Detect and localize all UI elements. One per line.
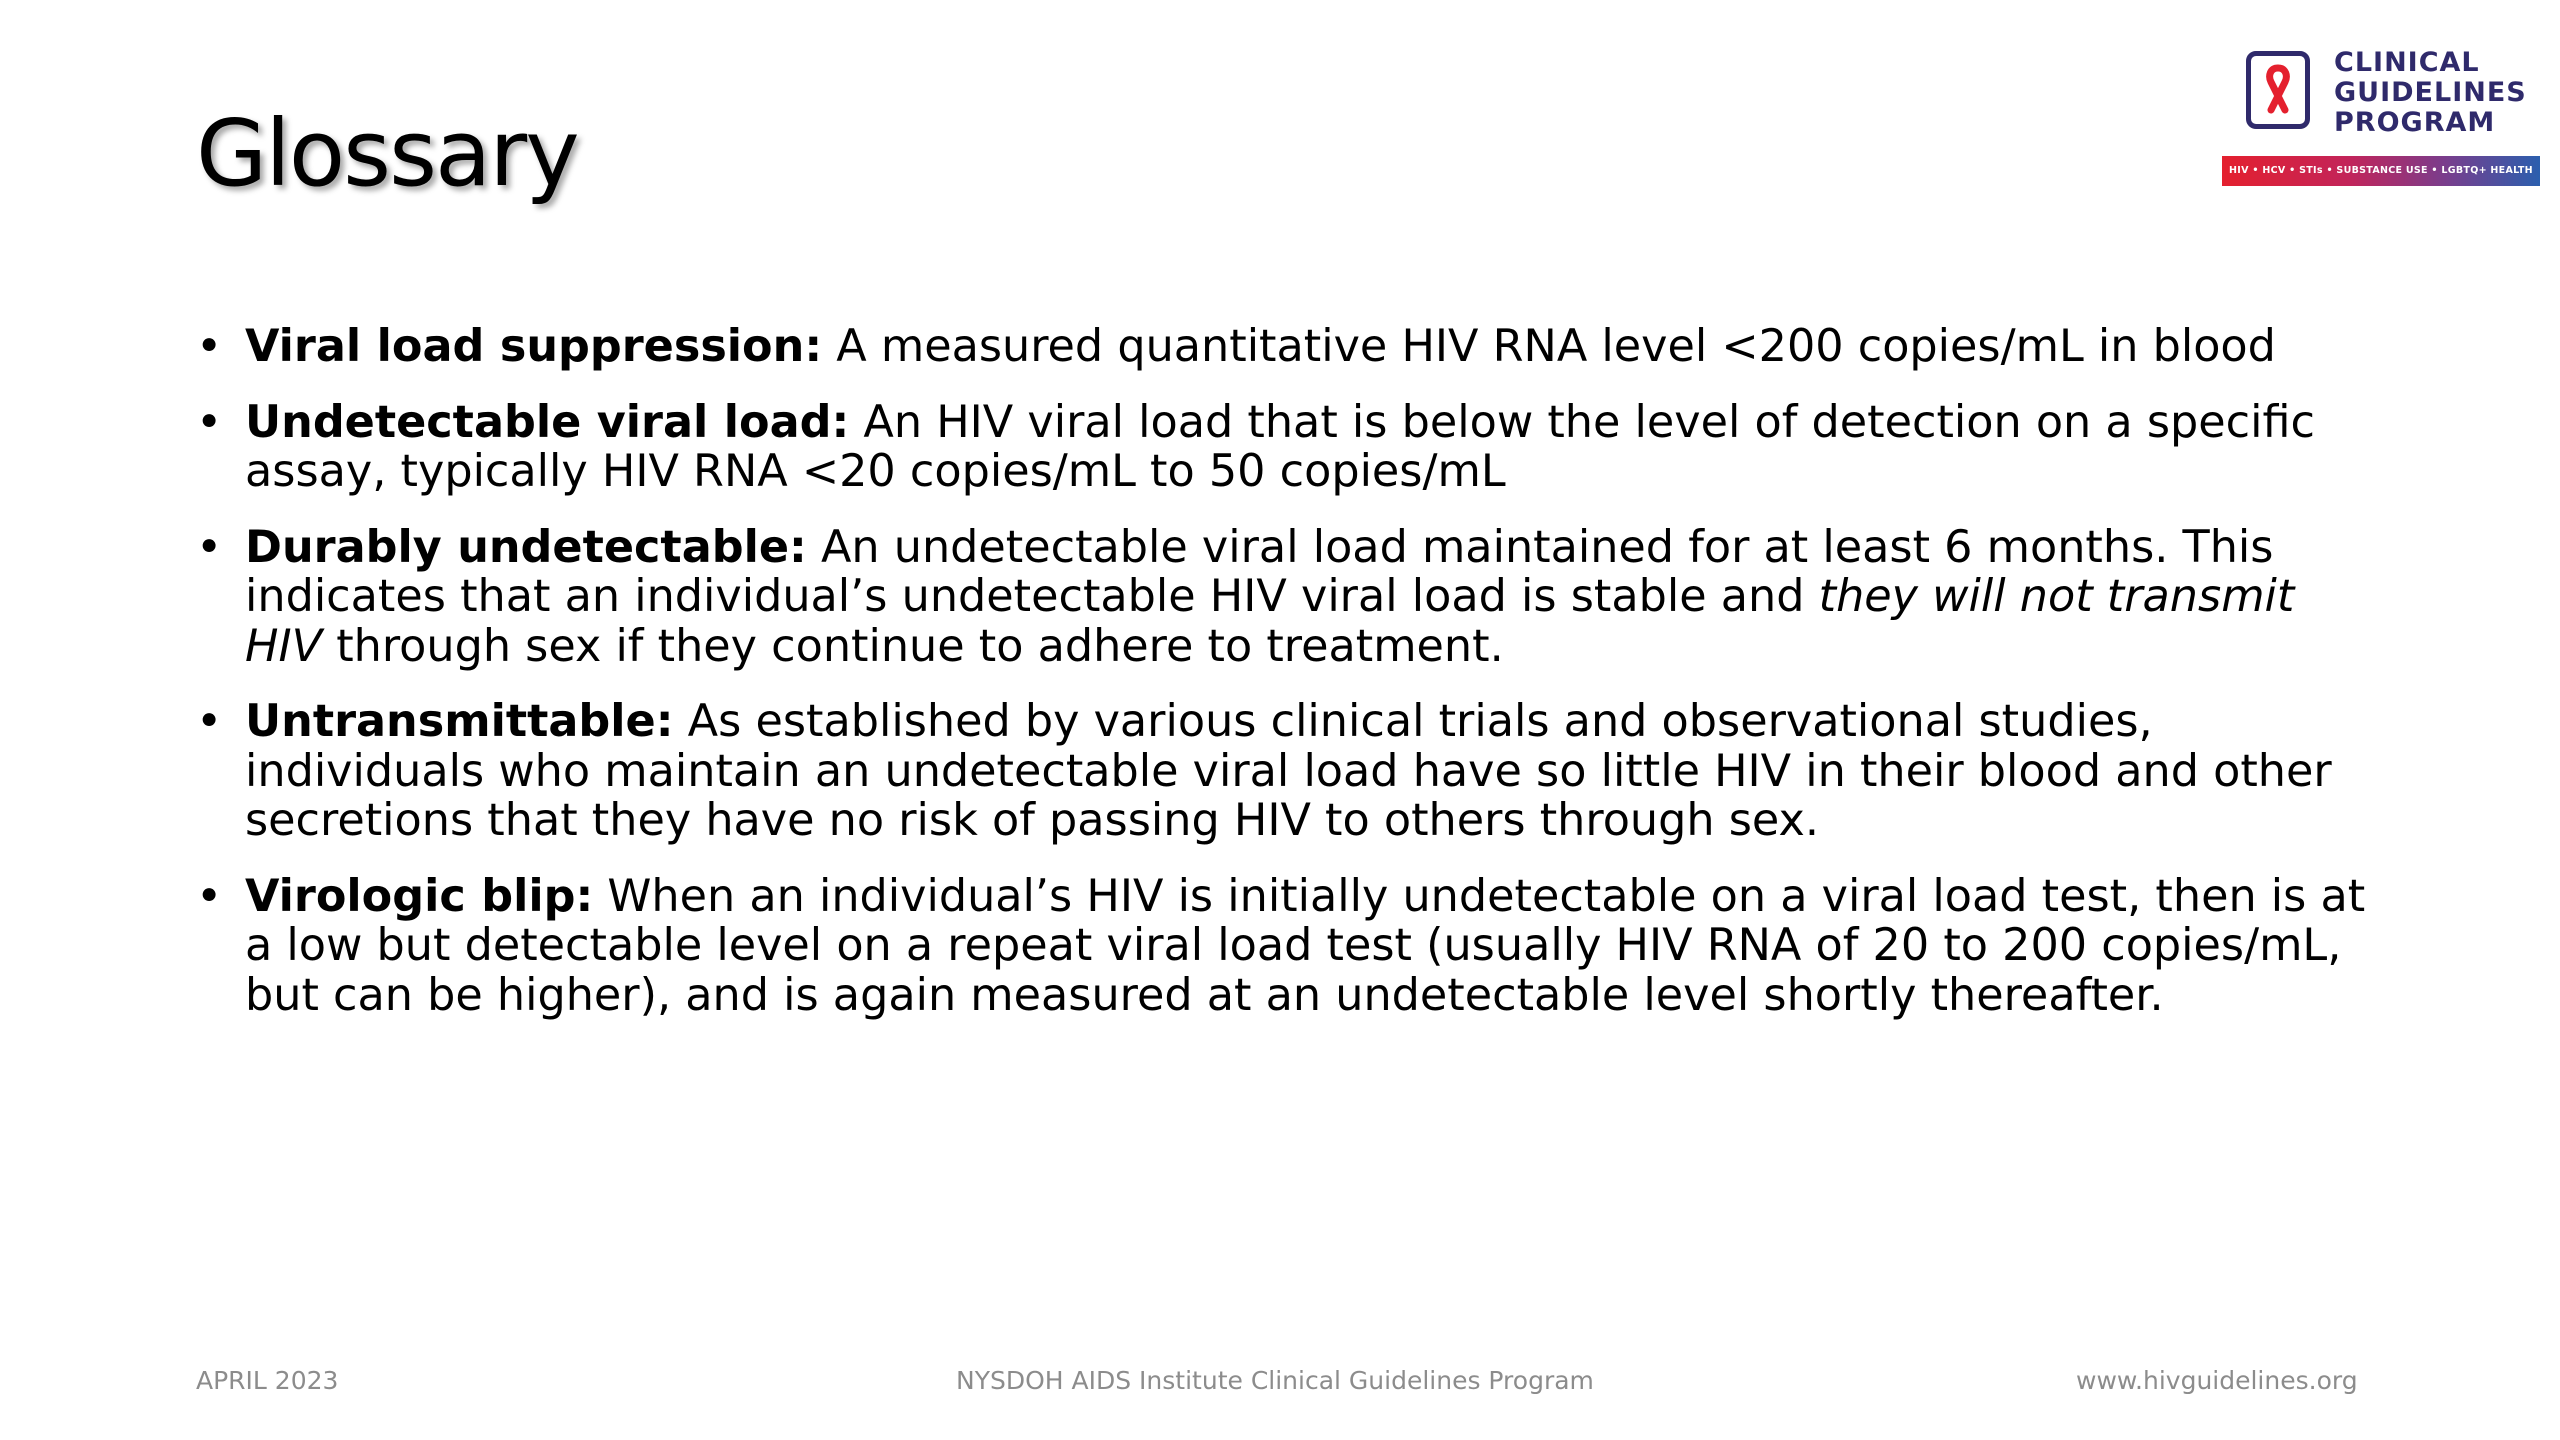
bullet-icon: • [196, 696, 223, 747]
footer-website-link[interactable]: www.hivguidelines.org [2076, 1366, 2358, 1395]
glossary-term: Viral load suppression: [245, 321, 823, 372]
bullet-icon: • [196, 870, 223, 922]
glossary-item-untransmittable [196, 697, 2376, 846]
glossary-term: Undetectable viral load: [245, 396, 850, 448]
glossary-definition: An HIV viral load that is below the level of detection on a specific assay, typically HIV RNA <20 copies/mL to 50 copies/mL [245, 396, 2315, 497]
bullet-icon: • [196, 521, 223, 573]
red-ribbon-icon [2261, 64, 2295, 116]
glossary-item-undetectable-viral-load [196, 398, 2376, 497]
glossary-term: Durably undetectable: [245, 521, 807, 573]
logo-badge [2246, 51, 2310, 129]
bullet-icon: • [196, 396, 223, 448]
glossary-definition: A measured quantitative HIV RNA level <200 copies/mL in blood [836, 321, 2276, 372]
glossary-definition: When an individual’s HIV is initially undetectable on a viral load test, then is at a low but detectable level on a repeat viral load test (usually HIV RNA of 20 to 200 copies/mL, but can be higher), and is again measured at an undetectable level shortly thereafter. [245, 870, 2366, 1021]
footer-program-name: NYSDOH AIDS Institute Clinical Guidelines Program [956, 1366, 1594, 1395]
glossary-item-durably-undetectable [196, 523, 2376, 672]
glossary-definition-part-2: through sex if they continue to adhere to treatment. [336, 620, 1504, 672]
glossary-definition-emphasis: they will not transmit HIV [245, 571, 2295, 672]
clinical-guidelines-program-logo [2222, 48, 2540, 190]
glossary-item-viral-load-suppression [196, 322, 2376, 372]
logo-tagline-strip: HIV • HCV • STIs • SUBSTANCE USE • LGBTQ+ HEALTH [2222, 156, 2540, 186]
glossary-item-virologic-blip [196, 872, 2376, 1021]
glossary-list [196, 322, 2376, 1046]
footer-date: APRIL 2023 [196, 1366, 339, 1395]
logo-wordmark [2334, 48, 2527, 138]
logo-line-3: PROGRAM [2334, 107, 2496, 138]
logo-line-2: GUIDELINES [2334, 77, 2527, 108]
glossary-definition-part-1: An undetectable viral load maintained for at least 6 months. This indicates that an individual’s undetectable HIV viral load is stable and [245, 521, 2274, 622]
bullet-icon: • [196, 321, 223, 372]
glossary-term: Virologic blip: [245, 870, 594, 922]
glossary-term: Untransmittable: [245, 696, 674, 747]
glossary-definition: As established by various clinical trials and observational studies, individuals who maintain an undetectable viral load have so little HIV in their blood and other secretions that they have no risk of passing HIV to others through sex. [245, 696, 2332, 846]
slide-title: Glossary [196, 100, 578, 207]
logo-line-1: CLINICAL [2334, 47, 2480, 78]
